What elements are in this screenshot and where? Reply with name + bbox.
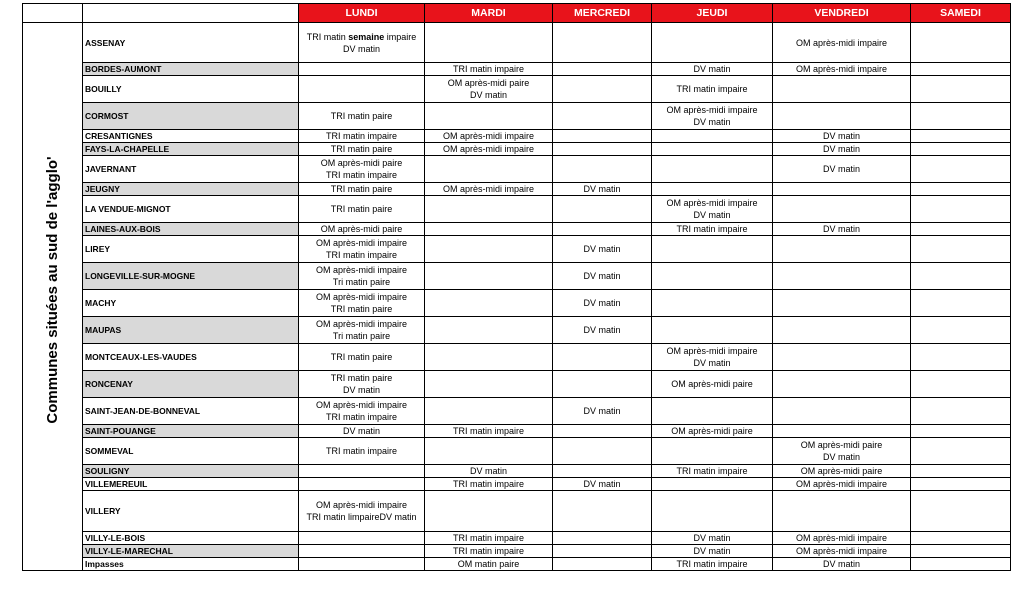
cell-vendredi [773, 558, 911, 571]
cell-lundi [299, 23, 425, 63]
commune-name: LIREY [83, 236, 299, 263]
cell-lundi [299, 532, 425, 545]
cell-lundi [299, 156, 425, 183]
cell-mercredi [553, 290, 652, 317]
cell-lundi [299, 491, 425, 532]
cell-jeudi [652, 478, 773, 491]
commune-name: LONGEVILLE-SUR-MOGNE [83, 263, 299, 290]
cell-jeudi [652, 491, 773, 532]
cell-lundi [299, 317, 425, 344]
cell-mardi [425, 558, 553, 571]
cell-mardi [425, 236, 553, 263]
cell-samedi [911, 532, 1011, 545]
cell-lundi [299, 398, 425, 425]
table-row [23, 478, 1011, 491]
commune-name: SOULIGNY [83, 465, 299, 478]
schedule-entry: OM après-midi impaire [795, 479, 888, 489]
cell-vendredi [773, 371, 911, 398]
side-label-cell-end [23, 558, 83, 571]
cell-mardi [425, 130, 553, 143]
table-row [23, 236, 1011, 263]
cell-samedi [911, 371, 1011, 398]
table-row [23, 76, 1011, 103]
cell-mercredi [553, 263, 652, 290]
cell-mardi [425, 103, 553, 130]
cell-mardi [425, 465, 553, 478]
schedule-entry: DV matin [583, 298, 621, 308]
table-row [23, 425, 1011, 438]
cell-vendredi [773, 344, 911, 371]
schedule-entry: DV matin [822, 452, 860, 462]
cell-mercredi [553, 130, 652, 143]
cell-jeudi [652, 545, 773, 558]
schedule-entry: OM après-midi impaire [666, 198, 758, 208]
schedule-entry: OM après-midi impaire [795, 546, 888, 556]
commune-name: FAYS-LA-CHAPELLE [83, 143, 299, 156]
schedule-entry: DV matin [469, 90, 507, 100]
cell-lundi [299, 130, 425, 143]
cell-mercredi [553, 156, 652, 183]
schedule-entry: TRI matin paire [330, 304, 393, 314]
cell-mercredi [553, 491, 652, 532]
commune-name: VILLERY [83, 491, 299, 532]
cell-mercredi [553, 63, 652, 76]
cell-jeudi [652, 558, 773, 571]
cell-vendredi [773, 143, 911, 156]
cell-vendredi [773, 438, 911, 465]
table-row [23, 196, 1011, 223]
cell-mercredi [553, 317, 652, 344]
table-row [23, 223, 1011, 236]
table-row [23, 156, 1011, 183]
cell-lundi [299, 438, 425, 465]
commune-name: ASSENAY [83, 23, 299, 63]
schedule-entry: DV matin [822, 164, 860, 174]
cell-vendredi [773, 398, 911, 425]
schedule-entry: TRI matin impaire [452, 64, 524, 74]
cell-vendredi [773, 223, 911, 236]
commune-name: MAUPAS [83, 317, 299, 344]
schedule-entry: DV matin [342, 43, 380, 54]
cell-mercredi [553, 532, 652, 545]
cell-samedi [911, 236, 1011, 263]
cell-samedi [911, 156, 1011, 183]
cell-jeudi [652, 371, 773, 398]
cell-vendredi [773, 425, 911, 438]
commune-name: VILLY-LE-BOIS [83, 532, 299, 545]
schedule-entry: OM après-midi impaire [666, 105, 758, 115]
cell-vendredi [773, 156, 911, 183]
cell-mardi [425, 63, 553, 76]
cell-mercredi [553, 23, 652, 63]
commune-name: VILLY-LE-MARECHAL [83, 545, 299, 558]
schedule-entry: DV matin [583, 271, 621, 281]
cell-jeudi [652, 263, 773, 290]
cell-vendredi [773, 63, 911, 76]
schedule-entry: DV matin [583, 325, 621, 335]
schedule-entry: OM après-midi impaire [315, 500, 408, 510]
table-row [23, 130, 1011, 143]
cell-lundi [299, 103, 425, 130]
cell-samedi [911, 76, 1011, 103]
cell-samedi [911, 130, 1011, 143]
header-day-vendredi: VENDREDI [773, 4, 911, 23]
table-row [23, 545, 1011, 558]
cell-mardi [425, 196, 553, 223]
schedule-entry: DV matin [583, 244, 621, 254]
schedule-entry: OM après-midi impaire [666, 346, 758, 356]
cell-mardi [425, 23, 553, 63]
commune-name: SAINT-POUANGE [83, 425, 299, 438]
schedule-entry: DV matin [693, 117, 731, 127]
cell-vendredi [773, 290, 911, 317]
cell-mardi [425, 143, 553, 156]
schedule-entry: OM après-midi impaire [795, 533, 888, 543]
schedule-entry: DV matin [469, 466, 507, 476]
cell-samedi [911, 465, 1011, 478]
schedule-entry: OM après-midi paire [800, 466, 883, 476]
schedule-entry: TRI matin impaire [676, 84, 748, 94]
cell-samedi [911, 558, 1011, 571]
cell-samedi [911, 143, 1011, 156]
cell-samedi [911, 103, 1011, 130]
table-row [23, 23, 1011, 63]
cell-mardi [425, 438, 553, 465]
schedule-entry: TRI matin limpaireDV matin [306, 512, 417, 522]
cell-lundi [299, 183, 425, 196]
cell-vendredi [773, 103, 911, 130]
cell-mercredi [553, 76, 652, 103]
schedule-entry: TRI matin impaire [325, 131, 397, 141]
cell-samedi [911, 63, 1011, 76]
cell-lundi [299, 236, 425, 263]
table-row [23, 290, 1011, 317]
cell-vendredi [773, 491, 911, 532]
cell-vendredi [773, 130, 911, 143]
cell-lundi [299, 196, 425, 223]
commune-name: Impasses [83, 558, 299, 571]
cell-lundi [299, 63, 425, 76]
cell-mardi [425, 290, 553, 317]
schedule-entry: DV matin [693, 546, 731, 556]
schedule-entry: DV matin [583, 479, 621, 489]
cell-lundi [299, 344, 425, 371]
cell-mardi [425, 317, 553, 344]
table-row [23, 317, 1011, 344]
side-label: Communes situées au sud de l'agglo' [43, 156, 61, 424]
cell-vendredi [773, 317, 911, 344]
cell-lundi [299, 545, 425, 558]
cell-mardi [425, 398, 553, 425]
cell-vendredi [773, 23, 911, 63]
cell-jeudi [652, 23, 773, 63]
cell-samedi [911, 344, 1011, 371]
cell-lundi [299, 478, 425, 491]
commune-name: MONTCEAUX-LES-VAUDES [83, 344, 299, 371]
cell-mercredi [553, 103, 652, 130]
cell-samedi [911, 290, 1011, 317]
cell-vendredi [773, 236, 911, 263]
cell-mercredi [553, 545, 652, 558]
cell-jeudi [652, 196, 773, 223]
cell-vendredi [773, 478, 911, 491]
cell-mardi [425, 491, 553, 532]
schedule-entry: TRI matin paire [330, 352, 393, 362]
cell-mercredi [553, 398, 652, 425]
schedule-entry: TRI matin impaire [452, 533, 524, 543]
cell-jeudi [652, 183, 773, 196]
schedule-entry: TRI matin paire [330, 184, 393, 194]
cell-jeudi [652, 103, 773, 130]
cell-lundi [299, 465, 425, 478]
cell-samedi [911, 545, 1011, 558]
schedule-entry: DV matin [342, 426, 380, 436]
commune-name: BOUILLY [83, 76, 299, 103]
cell-lundi [299, 223, 425, 236]
schedule-entry: DV matin [693, 358, 731, 368]
cell-jeudi [652, 465, 773, 478]
cell-samedi [911, 438, 1011, 465]
cell-mercredi [553, 143, 652, 156]
table-row [23, 532, 1011, 545]
commune-name: RONCENAY [83, 371, 299, 398]
cell-lundi [299, 558, 425, 571]
schedule-entry: DV matin [583, 184, 621, 194]
schedule-entry: TRI matin impaire [676, 466, 748, 476]
cell-jeudi [652, 63, 773, 76]
schedule-entry: TRI matin impaire [452, 546, 524, 556]
schedule-entry: TRI matin impaire [452, 426, 524, 436]
schedule-entry: TRI matin impaire [325, 446, 397, 456]
schedule-entry: OM après-midi impaire [315, 400, 408, 410]
schedule-entry: TRI matin paire [330, 144, 393, 154]
cell-mardi [425, 76, 553, 103]
schedule-entry: OM après-midi paire [800, 440, 883, 450]
header-row [23, 4, 1011, 23]
cell-vendredi [773, 76, 911, 103]
cell-samedi [911, 398, 1011, 425]
commune-name: CORMOST [83, 103, 299, 130]
commune-name: VILLEMEREUIL [83, 478, 299, 491]
commune-name: LA VENDUE-MIGNOT [83, 196, 299, 223]
schedule-entry: TRI matin semaine impaire [306, 31, 417, 42]
cell-samedi [911, 263, 1011, 290]
header-commune [83, 4, 299, 23]
schedule-entry: OM après-midi paire [671, 379, 753, 389]
cell-jeudi [652, 143, 773, 156]
cell-mardi [425, 532, 553, 545]
cell-samedi [911, 223, 1011, 236]
table-row [23, 183, 1011, 196]
table-row [23, 63, 1011, 76]
table-row [23, 398, 1011, 425]
schedule-entry: TRI matin paire [330, 111, 393, 121]
schedule-entry: TRI matin impaire [325, 412, 397, 422]
schedule-entry: TRI matin impaire [676, 559, 748, 569]
schedule-entry: TRI matin paire [330, 373, 393, 383]
cell-lundi [299, 371, 425, 398]
cell-mardi [425, 545, 553, 558]
cell-vendredi [773, 183, 911, 196]
cell-jeudi [652, 344, 773, 371]
cell-jeudi [652, 317, 773, 344]
schedule-entry: DV matin [822, 144, 860, 154]
cell-jeudi [652, 398, 773, 425]
table-row [23, 438, 1011, 465]
header-day-lundi: LUNDI [299, 4, 425, 23]
cell-lundi [299, 263, 425, 290]
header-day-mercredi: MERCREDI [553, 4, 652, 23]
schedule-entry: Tri matin paire [332, 277, 391, 287]
cell-mardi [425, 425, 553, 438]
cell-jeudi [652, 290, 773, 317]
schedule-entry: TRI matin impaire [325, 250, 397, 260]
cell-vendredi [773, 545, 911, 558]
table-row-impasses [23, 558, 1011, 571]
cell-samedi [911, 491, 1011, 532]
cell-lundi [299, 76, 425, 103]
commune-name: CRESANTIGNES [83, 130, 299, 143]
cell-lundi [299, 143, 425, 156]
schedule-entry: DV matin [693, 210, 731, 220]
collection-schedule-table [22, 3, 1011, 571]
table-row [23, 371, 1011, 398]
table-row [23, 263, 1011, 290]
cell-jeudi [652, 130, 773, 143]
schedule-entry: Tri matin paire [332, 331, 391, 341]
cell-mardi [425, 371, 553, 398]
cell-lundi [299, 425, 425, 438]
schedule-entry: DV matin [822, 131, 860, 141]
cell-samedi [911, 183, 1011, 196]
schedule-entry: OM après-midi paire [671, 426, 753, 436]
schedule-entry: DV matin [583, 406, 621, 416]
cell-mercredi [553, 465, 652, 478]
cell-mercredi [553, 558, 652, 571]
schedule-entry: DV matin [822, 559, 860, 569]
table-row [23, 465, 1011, 478]
schedule-entry: OM après-midi impaire [442, 144, 535, 154]
schedule-entry: OM après-midi paire [320, 224, 403, 234]
header-day-mardi: MARDI [425, 4, 553, 23]
cell-mercredi [553, 438, 652, 465]
cell-jeudi [652, 532, 773, 545]
schedule-entry: OM après-midi paire [320, 158, 403, 168]
cell-mardi [425, 183, 553, 196]
cell-mardi [425, 263, 553, 290]
schedule-entry: DV matin [822, 224, 860, 234]
schedule-entry: DV matin [342, 385, 380, 395]
cell-samedi [911, 196, 1011, 223]
schedule-entry: OM après-midi impaire [442, 184, 535, 194]
cell-jeudi [652, 76, 773, 103]
cell-jeudi [652, 425, 773, 438]
cell-vendredi [773, 465, 911, 478]
schedule-entry: OM après-midi impaire [795, 37, 888, 48]
cell-samedi [911, 317, 1011, 344]
cell-mercredi [553, 236, 652, 263]
cell-mardi [425, 156, 553, 183]
table-row [23, 344, 1011, 371]
schedule-entry: DV matin [693, 64, 731, 74]
schedule-entry: OM après-midi impaire [315, 292, 408, 302]
cell-vendredi [773, 196, 911, 223]
schedule-entry: TRI matin impaire [676, 224, 748, 234]
schedule-entry: OM après-midi impaire [315, 238, 408, 248]
cell-mercredi [553, 478, 652, 491]
commune-name: BORDES-AUMONT [83, 63, 299, 76]
cell-jeudi [652, 156, 773, 183]
cell-mercredi [553, 344, 652, 371]
cell-samedi [911, 478, 1011, 491]
commune-name: LAINES-AUX-BOIS [83, 223, 299, 236]
commune-name: JAVERNANT [83, 156, 299, 183]
cell-samedi [911, 425, 1011, 438]
schedule-entry: OM après-midi impaire [315, 265, 408, 275]
cell-samedi [911, 23, 1011, 63]
commune-name: MACHY [83, 290, 299, 317]
cell-jeudi [652, 438, 773, 465]
cell-mardi [425, 223, 553, 236]
commune-name: SOMMEVAL [83, 438, 299, 465]
cell-mercredi [553, 371, 652, 398]
cell-vendredi [773, 263, 911, 290]
schedule-entry: OM après-midi paire [447, 78, 530, 88]
cell-mercredi [553, 196, 652, 223]
schedule-entry: OM après-midi impaire [442, 131, 535, 141]
cell-mardi [425, 478, 553, 491]
cell-vendredi [773, 532, 911, 545]
schedule-entry: OM après-midi impaire [315, 319, 408, 329]
table-row [23, 103, 1011, 130]
schedule-entry: OM matin paire [457, 559, 520, 569]
schedule-entry: DV matin [693, 533, 731, 543]
cell-mercredi [553, 183, 652, 196]
cell-jeudi [652, 223, 773, 236]
commune-name: JEUGNY [83, 183, 299, 196]
side-label-cell [23, 23, 83, 558]
table-row [23, 143, 1011, 156]
cell-jeudi [652, 236, 773, 263]
cell-mardi [425, 344, 553, 371]
schedule-entry: OM après-midi impaire [795, 64, 888, 74]
commune-name: SAINT-JEAN-DE-BONNEVAL [83, 398, 299, 425]
cell-mercredi [553, 425, 652, 438]
table-row [23, 491, 1011, 532]
schedule-entry: TRI matin impaire [325, 170, 397, 180]
header-day-samedi: SAMEDI [911, 4, 1011, 23]
header-corner [23, 4, 83, 23]
header-day-jeudi: JEUDI [652, 4, 773, 23]
cell-mercredi [553, 223, 652, 236]
cell-lundi [299, 290, 425, 317]
schedule-entry: TRI matin impaire [452, 479, 524, 489]
schedule-entry: TRI matin paire [330, 204, 393, 214]
